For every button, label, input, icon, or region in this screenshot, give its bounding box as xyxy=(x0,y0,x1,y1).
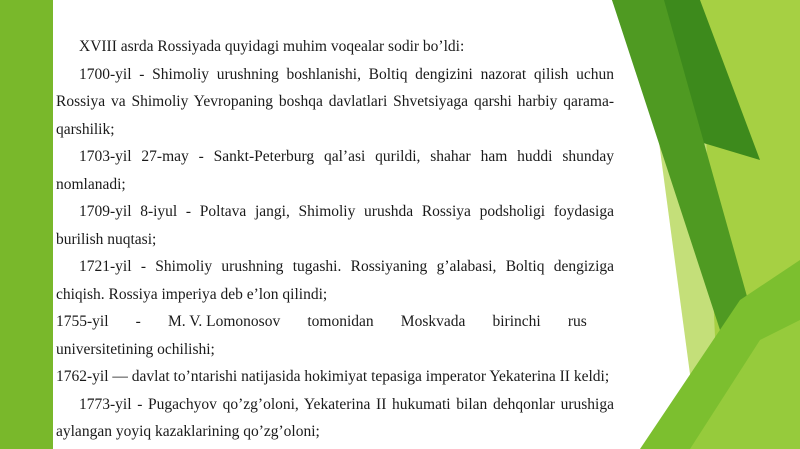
event-1755-word: - xyxy=(135,313,141,330)
event-1721: 1721-yil - Shimoliy urushning tugashi. Rossiyaning g’alabasi, Boltiq dengiziga chiqish. Rossiya imperiya deb e’lon qilindi; xyxy=(56,258,614,303)
event-1755-word: tomonidan xyxy=(307,313,374,330)
event-1773: 1773-yil - Pugachyov qo’zg’oloni, Yekaterina II hukumati bilan dehqonlar urushiga aylangan yoyiq kazaklarining qo’zg’oloni; xyxy=(56,395,614,440)
left-accent-shade xyxy=(0,0,53,449)
event-1755-word: M. V. Lomonosov xyxy=(167,313,281,330)
event-1709: 1709-yil 8-iyul - Poltava jangi, Shimoliy urushda Rossiya podsholigi foydasiga burilish nuqtasi; xyxy=(56,203,614,248)
event-1755-continuation: universitetining ochilishi; xyxy=(56,340,215,358)
event-1755-word: birinchi xyxy=(492,313,541,330)
event-1762: 1762-yil — davlat to’ntarishi natijasida hokimiyat tepasiga imperator Yekaterina II keldi; xyxy=(56,368,610,385)
event-1755-word: rus xyxy=(567,313,587,330)
document-body xyxy=(56,33,614,446)
event-1700: 1700-yil - Shimoliy urushning boshlanishi, Boltiq dengizini nazorat qilish uchun Rossiya va Shimoliy Yevropaning boshqa davlatlari Shvetsiyaga qarshi harbiy qarama-qarshilik; xyxy=(56,65,614,138)
event-1755-word: Moskvada xyxy=(400,313,466,330)
event-1703: 1703-yil 27-may - Sankt-Peterburg qal’asi qurildi, shahar ham huddi shunday nomlanadi; xyxy=(56,148,614,193)
event-1755-word: 1755-yil xyxy=(56,313,109,330)
event-1755-line xyxy=(56,308,614,336)
intro-paragraph: XVIII asrda Rossiyada quyidagi muhim voqealar sodir bo’ldi: xyxy=(79,38,465,55)
